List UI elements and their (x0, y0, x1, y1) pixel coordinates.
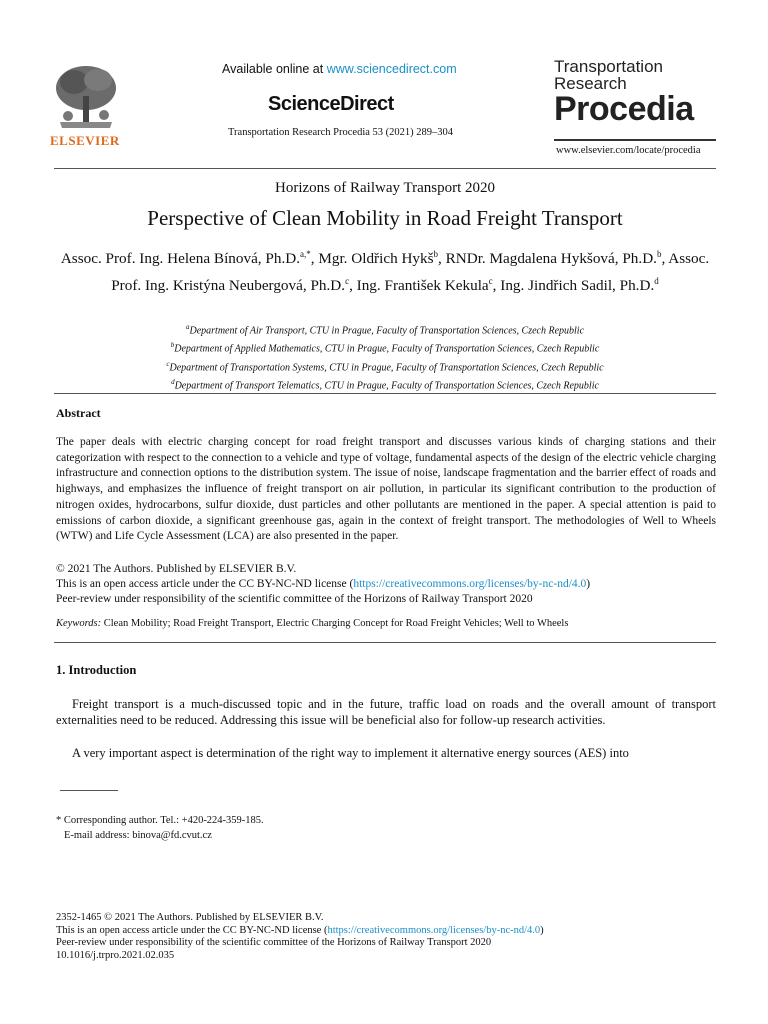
issn-line: 2352-1465 © 2021 The Authors. Published by ELSEVIER B.V. (56, 912, 324, 923)
procedia-logo (554, 58, 716, 126)
paragraph: A very important aspect is determination of the right way to implement it alternative energy sources (AES) into (72, 746, 629, 760)
procedia-line1: Transportation (554, 57, 663, 76)
author-6-sup: d (654, 276, 659, 287)
conference-name: Horizons of Railway Transport 2020 (275, 180, 495, 196)
abstract-bottom-divider (54, 642, 716, 643)
author-2: , Mgr. Oldřich Hykš (310, 250, 434, 268)
affiliations (54, 320, 716, 393)
author-2-sup: b (433, 249, 439, 259)
author-4: , Assoc. Prof. Ing. Kristýna Neubergová, Ph.D. (111, 250, 710, 295)
paper-title: Perspective of Clean Mobility in Road Freight Transport (147, 206, 623, 230)
procedia-url[interactable]: www.elsevier.com/locate/procedia (556, 145, 701, 156)
keywords-label: Keywords: (56, 618, 102, 629)
elsevier-wordmark: ELSEVIER (50, 133, 120, 148)
affiliation-sup: a (185, 323, 190, 331)
affiliation-sup: c (166, 359, 170, 368)
copyright-block (56, 562, 716, 607)
paragraph: Freight transport is a much-discussed topic and in the future, traffic load on roads and the overall amount of transport externalities need to be reduced. Addressing this issue will be beneficial also for follow-up research activities. (56, 697, 716, 727)
author-1-affil: a, (300, 249, 307, 259)
affiliation-item (54, 338, 716, 356)
publication-info (56, 912, 544, 962)
affiliation-text: Department of Transport Telematics, CTU in Prague, Faculty of Transportation Sciences, Czech Republic (174, 380, 599, 392)
keywords (56, 618, 716, 629)
procedia-line2: Research (554, 74, 627, 93)
abstract-heading: Abstract (56, 406, 101, 420)
affiliation-sup: b (170, 341, 175, 350)
sciencedirect-link[interactable]: www.sciencedirect.com (326, 62, 457, 76)
author-5: , Ing. František Kekula (349, 277, 489, 295)
affiliation-text: Department of Applied Mathematics, CTU in Prague, Faculty of Transportation Sciences, Czech Republic (174, 343, 600, 355)
license-prefix: This is an open access article under the CC BY-NC-ND license ( (56, 578, 354, 590)
author-3: , RNDr. Magdalena Hykšová, Ph.D. (438, 250, 657, 268)
corresponding-author: * Corresponding author. Tel.: +420-224-359-185. (56, 815, 264, 826)
available-prefix: Available online at (222, 62, 327, 76)
author-6: , Ing. Jindřich Sadil, Ph.D. (492, 277, 655, 295)
author-list (54, 243, 716, 297)
bottom-license-prefix: This is an open access article under the CC BY-NC-ND license ( (56, 924, 328, 936)
author-1: Assoc. Prof. Ing. Helena Bínová, Ph.D. (60, 250, 301, 268)
footnote-divider (60, 790, 118, 791)
affiliation-text: Department of Transportation Systems, CTU in Prague, Faculty of Transportation Sciences, Czech Republic (169, 361, 604, 373)
affiliation-sup: d (171, 377, 175, 386)
bottom-peer-review: Peer-review under responsibility of the scientific committee of the Horizons of Railway Transport 2020 (56, 937, 492, 948)
author-4-sup: c (345, 276, 350, 287)
procedia-divider (554, 139, 716, 141)
affiliation-item (54, 357, 716, 375)
bottom-license-line (56, 925, 544, 938)
footnote (56, 813, 264, 843)
sciencedirect-logo: ScienceDirect (268, 93, 394, 115)
section-heading: 1. Introduction (56, 663, 137, 677)
author-1-sup: a,* (300, 249, 311, 259)
license-line (56, 577, 716, 592)
license-link[interactable]: https://creativecommons.org/licenses/by-nc-nd/4.0 (353, 578, 587, 590)
journal-reference: Transportation Research Procedia 53 (2021) 289–304 (228, 127, 454, 138)
header-divider (54, 168, 716, 169)
affiliation-text: Department of Air Transport, CTU in Prague, Faculty of Transportation Sciences, Czech Republic (189, 325, 585, 337)
doi[interactable]: 10.1016/j.trpro.2021.02.035 (56, 949, 175, 961)
peer-review-line: Peer-review under responsibility of the scientific committee of the Horizons of Railway Transport 2020 (56, 593, 533, 605)
email-address: E-mail address: binova@fd.cvut.cz (64, 830, 212, 841)
affiliation-item (54, 375, 716, 393)
bottom-license-suffix: ) (540, 924, 544, 936)
copyright-line: © 2021 The Authors. Published by ELSEVIER B.V. (56, 563, 297, 575)
author-5-sup: c (488, 276, 493, 287)
available-online (222, 62, 457, 76)
abstract-text: The paper deals with electric charging concept for road freight transport and discusses various kinds of charging stations and their categorization with respect to the connection to a vehicle and type of voltage, fundamental aspects of the design of the electric vehicle charging infrastructure and connection options to the distribution system. The issue of noise, landscape fragmentation and the barrier effect of roads and highways, and emphasizes the influence of freight transport on air pollution, in particular its significant contribution to the production of nitrogen oxides, hydrocarbons, sulfur dioxide, dust particles and other pollutants are mentioned in the paper. A special attention is paid to emissions of carbon dioxide, a significant greenhouse gas, again in the context of freight transport. The methodologies of Well to Wheels (WTW) and Life Cycle Assessment (LCA) are also presented in the paper. (56, 436, 716, 543)
author-3-sup: b (656, 249, 662, 259)
license-suffix: ) (586, 578, 591, 590)
keywords-list: Clean Mobility; Road Freight Transport, Electric Charging Concept for Road Freight Vehicles; Well to Wheels (101, 618, 569, 629)
bottom-license-link[interactable]: https://creativecommons.org/licenses/by-nc-nd/4.0 (327, 924, 541, 936)
affiliation-item (54, 320, 716, 338)
abstract-top-divider (54, 393, 716, 394)
procedia-line3: Procedia (554, 90, 694, 128)
